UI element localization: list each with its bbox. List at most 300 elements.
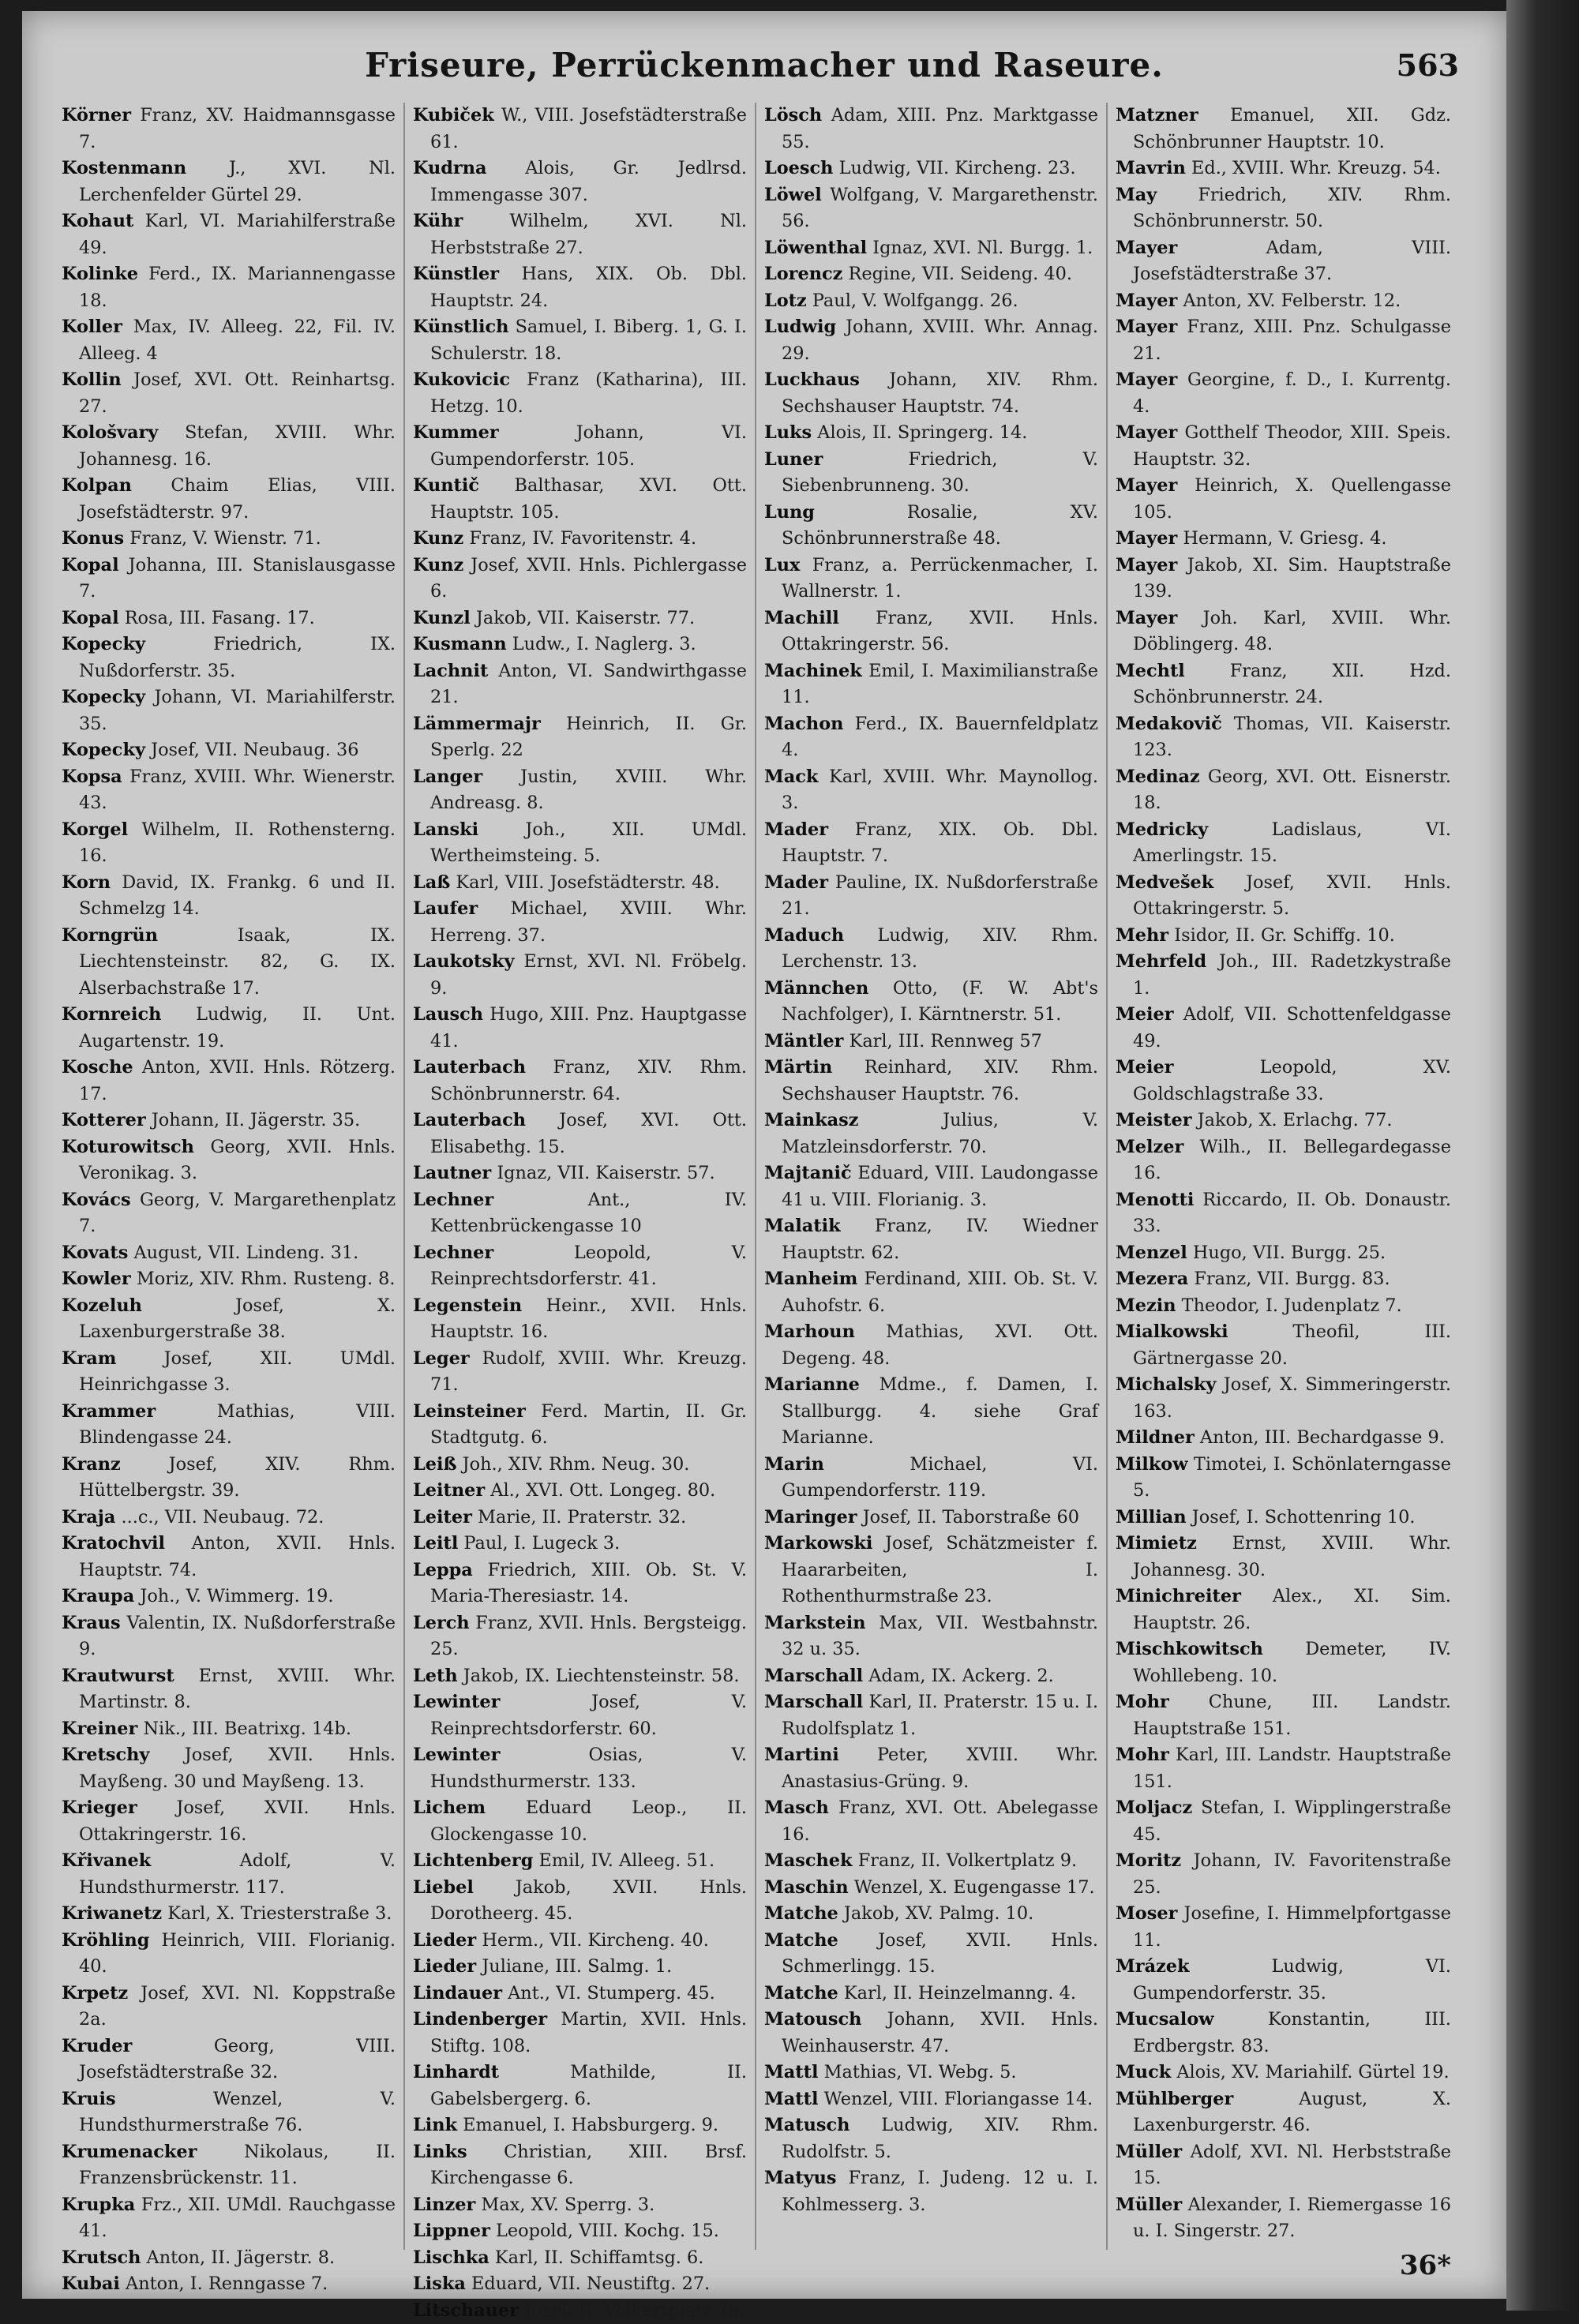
- directory-entry: [1116, 817, 1451, 870]
- directory-entry: [1116, 235, 1451, 288]
- directory-entry: [1116, 658, 1451, 711]
- directory-entry: [62, 553, 396, 605]
- directory-entry: [413, 2271, 747, 2298]
- entry-details: Joh. Karl, XVIII. Whr. Döblingerg. 48.: [1133, 608, 1451, 655]
- directory-entry: [764, 314, 1098, 367]
- entry-details: Franz, XIX. Ob. Dbl. Hauptstr. 7.: [782, 819, 1098, 867]
- entry-details: Peter, XVIII. Whr. Anastasius-Grüng. 9.: [782, 1745, 1098, 1792]
- entry-details: Ferd. Martin, II. Gr. Stadtgutg. 6.: [430, 1401, 747, 1449]
- entry-surname: Kopal: [62, 608, 119, 628]
- directory-entry: [413, 420, 747, 473]
- directory-entry: [1116, 1689, 1451, 1742]
- entry-details: Riccardo, II. Ob. Donaustr. 33.: [1133, 1190, 1451, 1237]
- entry-details: Johann, VI. Mariahilferstr. 35.: [79, 687, 396, 734]
- directory-entry: [62, 1848, 396, 1901]
- entry-details: Heinrich, X. Quellengasse 105.: [1133, 475, 1451, 523]
- entry-surname: Křivanek: [62, 1850, 151, 1871]
- directory-entry: [764, 1875, 1098, 1902]
- directory-entry: [413, 2192, 747, 2219]
- entry-details: Johann, VI. Gumpendorferstr. 105.: [430, 422, 747, 470]
- entry-details: Joh., III. Radetzkystraße 1.: [1133, 951, 1451, 999]
- directory-entry: [764, 1901, 1098, 1928]
- entry-surname: Kranz: [62, 1454, 121, 1475]
- directory-entry: [1116, 156, 1451, 182]
- entry-surname: Lieder: [413, 1930, 476, 1951]
- directory-entry: [764, 1610, 1098, 1663]
- entry-surname: Luner: [764, 449, 823, 470]
- entry-surname: Kubai: [62, 2273, 120, 2294]
- directory-entry: [764, 420, 1098, 447]
- entry-details: Juliane, III. Salmg. 1.: [482, 1956, 672, 1977]
- directory-entry: [413, 1981, 747, 2007]
- directory-entry: [62, 1002, 396, 1055]
- entry-details: Ludwig, XIV. Rhm. Rudolfstr. 5.: [782, 2115, 1098, 2162]
- directory-entry: [62, 1187, 396, 1240]
- entry-details: Ferd., IX. Mariannengasse 18.: [79, 264, 396, 311]
- entry-surname: Mayer: [1116, 555, 1177, 575]
- entry-details: Johann, IV. Favoritenstraße 25.: [1133, 1850, 1451, 1898]
- directory-entry: [413, 473, 747, 526]
- entry-details: Rudolf, XVIII. Whr. Kreuzg. 71.: [430, 1348, 747, 1396]
- directory-entry: [413, 1610, 747, 1663]
- entry-surname: Medvešek: [1116, 872, 1213, 893]
- directory-entry: [1116, 288, 1451, 315]
- entry-details: Anton, XVII. Hnls. Rötzerg. 17.: [79, 1057, 396, 1104]
- directory-entry: [1116, 1266, 1451, 1293]
- entry-details: Ludwig, XIV. Rhm. Lerchenstr. 13.: [782, 925, 1098, 973]
- entry-details: Heinr., XVII. Hnls. Hauptstr. 16.: [430, 1295, 747, 1343]
- entry-surname: Lewinter: [413, 1745, 500, 1765]
- directory-entry: [413, 1663, 747, 1690]
- entry-details: Jakob, XI. Sim. Hauptstraße 139.: [1133, 555, 1451, 602]
- entry-details: Wolfgang, V. Margarethenstr. 56.: [782, 185, 1098, 232]
- entry-details: Leopold, VIII. Kochg. 15.: [496, 2221, 719, 2241]
- entry-details: Franz, IV. Wiedner Hauptstr. 62.: [782, 1216, 1098, 1263]
- entry-surname: Luckhaus: [764, 369, 860, 390]
- directory-entry: [62, 1928, 396, 1981]
- directory-entry: [1116, 1848, 1451, 1901]
- entry-surname: Leth: [413, 1666, 458, 1686]
- directory-entry: [413, 1478, 747, 1505]
- running-title: Friseure, Perrückenmacher und Raseure.: [22, 46, 1506, 84]
- entry-surname: Mayer: [1116, 528, 1177, 549]
- directory-entry: [62, 367, 396, 420]
- directory-entry: [1116, 2060, 1451, 2086]
- entry-surname: Muck: [1116, 2062, 1171, 2082]
- entry-surname: Krieger: [62, 1797, 137, 1818]
- entry-surname: Leppa: [413, 1560, 473, 1580]
- entry-surname: Kostenmann: [62, 158, 186, 178]
- entry-details: Timotei, I. Schönlaterngasse 5.: [1133, 1454, 1451, 1501]
- directory-columns: [54, 103, 1459, 2250]
- entry-surname: Mader: [764, 819, 828, 840]
- directory-entry: [1116, 923, 1451, 950]
- directory-entry: [764, 2086, 1098, 2113]
- entry-details: Ferdinand, XIII. Ob. St. V. Auhofstr. 6.: [782, 1269, 1098, 1316]
- signature-mark: 36*: [1400, 2250, 1451, 2281]
- entry-surname: Korgel: [62, 819, 128, 840]
- directory-entry: [62, 473, 396, 526]
- entry-surname: Langer: [413, 767, 482, 787]
- entry-details: Georg, VIII. Josefstädterstraße 32.: [79, 2036, 396, 2083]
- entry-details: Josef, XIV. Rhm. Hüttelbergstr. 39.: [79, 1454, 396, 1501]
- entry-surname: Männchen: [764, 978, 868, 999]
- entry-surname: Kunzl: [413, 608, 471, 628]
- entry-surname: Mayer: [1116, 238, 1177, 258]
- entry-surname: Kosche: [62, 1057, 133, 1078]
- entry-surname: Mattl: [764, 2089, 818, 2109]
- directory-entry: [62, 1901, 396, 1928]
- entry-details: Franz (Katharina), III. Hetzg. 10.: [430, 369, 747, 417]
- directory-entry: [413, 1346, 747, 1399]
- directory-entry: [413, 1689, 747, 1742]
- entry-surname: Märtin: [764, 1057, 832, 1078]
- entry-surname: Linzer: [413, 2195, 475, 2215]
- entry-surname: Marhoun: [764, 1321, 855, 1342]
- entry-surname: Lautner: [413, 1163, 491, 1183]
- directory-entry: [413, 103, 747, 156]
- entry-surname: Mischkowitsch: [1116, 1639, 1263, 1659]
- entry-surname: Machinek: [764, 661, 862, 681]
- directory-entry: [62, 684, 396, 737]
- entry-surname: Meier: [1116, 1057, 1174, 1078]
- entry-surname: Korngrün: [62, 925, 158, 946]
- entry-surname: Kraja: [62, 1507, 115, 1527]
- entry-surname: Korn: [62, 872, 111, 893]
- entry-details: Josef, XVI. Nl. Koppstraße 2a.: [79, 1983, 396, 2030]
- entry-details: Georg, XVII. Hnls. Veronikag. 3.: [79, 1137, 396, 1184]
- entry-surname: Mildner: [1116, 1427, 1195, 1448]
- entry-surname: Lechner: [413, 1243, 493, 1263]
- directory-entry: [413, 1875, 747, 1928]
- entry-surname: Müller: [1116, 2142, 1182, 2162]
- entry-details: Karl, X. Triesterstraße 3.: [167, 1903, 392, 1924]
- entry-surname: Menotti: [1116, 1190, 1194, 1210]
- entry-details: Friedrich, IX. Nußdorferstr. 35.: [79, 634, 396, 681]
- entry-details: Christian, XIII. Brsf. Kirchengasse 6.: [430, 2142, 747, 2189]
- entry-surname: Kozeluh: [62, 1295, 142, 1316]
- entry-surname: Mühlberger: [1116, 2089, 1233, 2109]
- entry-surname: Kubiček: [413, 105, 494, 126]
- entry-surname: Künstlich: [413, 317, 508, 337]
- directory-entry: [413, 553, 747, 605]
- entry-details: Josef, XII. UMdl. Heinrichgasse 3.: [79, 1348, 396, 1396]
- directory-entry: [1116, 1954, 1451, 2007]
- entry-details: Joh., XII. UMdl. Wertheimsteing. 5.: [430, 819, 747, 867]
- entry-surname: Lieder: [413, 1956, 476, 1977]
- entry-details: Ernst, XVIII. Whr. Martinstr. 8.: [79, 1666, 396, 1713]
- directory-entry: [764, 553, 1098, 605]
- directory-entry: [764, 1160, 1098, 1213]
- entry-surname: Kukovicic: [413, 369, 510, 390]
- entry-details: Justin, XVIII. Whr. Andreasg. 8.: [430, 767, 747, 814]
- directory-entry: [764, 1505, 1098, 1531]
- entry-surname: Lechner: [413, 1190, 493, 1210]
- entry-surname: Marschall: [764, 1666, 863, 1686]
- directory-entry: [764, 1848, 1098, 1875]
- entry-details: Josef, XVII. Hnls. Pichlergasse 6.: [430, 555, 747, 602]
- directory-entry: [413, 1795, 747, 1848]
- entry-details: Adolf, V. Hundsthurmerstr. 117.: [79, 1850, 396, 1898]
- directory-entry: [62, 1981, 396, 2034]
- entry-surname: Matzner: [1116, 105, 1198, 126]
- directory-entry: [413, 1742, 747, 1795]
- entry-details: Emil, IV. Alleeg. 51.: [539, 1850, 715, 1871]
- entry-details: Stefan, XVIII. Whr. Johannesg. 16.: [79, 422, 396, 470]
- directory-entry: [413, 156, 747, 208]
- entry-surname: Mucsalow: [1116, 2009, 1214, 2030]
- entry-surname: Matche: [764, 1983, 838, 2004]
- directory-entry: [413, 632, 747, 658]
- entry-surname: Kunz: [413, 555, 463, 575]
- entry-details: Emanuel, XII. Gdz. Schönbrunner Hauptstr. 10.: [1133, 105, 1451, 152]
- entry-details: Jakob, VII. Kaiserstr. 77.: [476, 608, 695, 628]
- directory-entry: [62, 1505, 396, 1531]
- directory-entry: [413, 711, 747, 764]
- directory-entry: [62, 2034, 396, 2086]
- directory-entry: [764, 2060, 1098, 2086]
- entry-surname: Kornreich: [62, 1004, 161, 1025]
- directory-entry: [1116, 367, 1451, 420]
- entry-surname: Kruis: [62, 2089, 116, 2109]
- entry-surname: Kummer: [413, 422, 499, 443]
- entry-details: Eduard Leop., II. Glockengasse 10.: [430, 1797, 747, 1845]
- entry-details: Josef, I. Schottenring 10.: [1192, 1507, 1416, 1527]
- page-header: [22, 46, 1506, 101]
- directory-entry: [1116, 1372, 1451, 1425]
- directory-entry: [413, 1187, 747, 1240]
- directory-entry: [413, 1293, 747, 1346]
- directory-entry: [413, 367, 747, 420]
- entry-details: August, VII. Lindeng. 31.: [134, 1243, 359, 1263]
- directory-entry: [413, 1160, 747, 1187]
- entry-details: Jakob, IX. Liechtensteinstr. 58.: [463, 1666, 740, 1686]
- entry-surname: Majtanič: [764, 1163, 852, 1183]
- entry-surname: Kreiner: [62, 1719, 137, 1739]
- entry-surname: Mimietz: [1116, 1533, 1197, 1554]
- entry-details: Paul, I. Lugeck 3.: [463, 1533, 620, 1554]
- entry-surname: Marschall: [764, 1692, 863, 1712]
- entry-details: Mathias, XVI. Ott. Degeng. 48.: [782, 1321, 1098, 1369]
- directory-entry: [62, 737, 396, 764]
- entry-surname: Lauterbach: [413, 1110, 526, 1130]
- column-4: [1108, 103, 1459, 2250]
- entry-details: Georg, XVI. Ott. Eisnerstr. 18.: [1133, 767, 1451, 814]
- directory-entry: [62, 526, 396, 553]
- directory-entry: [1116, 605, 1451, 658]
- entry-surname: Maringer: [764, 1507, 857, 1527]
- entry-details: Adolf, XVI. Nl. Herbststraße 15.: [1133, 2142, 1451, 2189]
- entry-surname: Ludwig: [764, 317, 836, 337]
- entry-details: Ernst, XVIII. Whr. Johannesg. 30.: [1133, 1533, 1451, 1580]
- directory-entry: [764, 2165, 1098, 2218]
- entry-details: Adam, XIII. Pnz. Marktgasse 55.: [782, 105, 1098, 152]
- directory-entry: [1116, 1055, 1451, 1108]
- entry-details: Wenzel, V. Hundsthurmerstraße 76.: [79, 2089, 396, 2136]
- entry-details: Jakob, XV. Palmg. 10.: [844, 1903, 1033, 1924]
- entry-surname: Masch: [764, 1797, 829, 1818]
- entry-details: Ignaz, VII. Kaiserstr. 57.: [497, 1163, 714, 1183]
- entry-details: Franz, XV. Haidmannsgasse 7.: [79, 105, 396, 152]
- entry-details: Hans, XIX. Ob. Dbl. Hauptstr. 24.: [430, 264, 747, 311]
- directory-entry: [62, 1055, 396, 1108]
- entry-surname: Marin: [764, 1454, 824, 1475]
- entry-details: Gotthelf Theodor, XIII. Speis. Hauptstr. 32.: [1133, 422, 1451, 470]
- entry-surname: Kopecky: [62, 740, 145, 760]
- directory-entry: [1116, 2192, 1451, 2245]
- entry-surname: Kopecky: [62, 634, 145, 654]
- directory-entry: [62, 103, 396, 156]
- entry-surname: Michalsky: [1116, 1374, 1216, 1395]
- directory-entry: [764, 764, 1098, 817]
- directory-entry: [62, 1452, 396, 1505]
- entry-details: Josef, V. Reinprechtsdorferstr. 60.: [430, 1692, 747, 1739]
- entry-surname: Lausch: [413, 1004, 483, 1025]
- directory-entry: [413, 2007, 747, 2060]
- directory-entry: [413, 1399, 747, 1452]
- entry-details: Emanuel, I. Habsburgerg. 9.: [463, 2115, 718, 2135]
- entry-details: Rosalie, XV. Schönbrunnerstraße 48.: [782, 502, 1098, 549]
- entry-details: Josef, XVII. Hnls. Mayßeng. 30 und Mayßeng. 13.: [79, 1745, 396, 1792]
- directory-entry: [1116, 2086, 1451, 2139]
- entry-surname: Link: [413, 2115, 457, 2135]
- entry-surname: Maduch: [764, 925, 844, 946]
- directory-entry: [62, 420, 396, 473]
- entry-details: Reinhard, XIV. Rhm. Sechshauser Hauptstr. 76.: [782, 1057, 1098, 1104]
- entry-details: Friedrich, XIV. Rhm. Schönbrunnerstr. 50.: [1133, 185, 1451, 232]
- entry-surname: Leitl: [413, 1533, 458, 1554]
- directory-entry: [764, 1531, 1098, 1610]
- directory-entry: [62, 632, 396, 684]
- directory-entry: [764, 2007, 1098, 2060]
- entry-details: Herm., VII. Kircheng. 40.: [482, 1930, 709, 1951]
- directory-entry: [764, 1055, 1098, 1108]
- entry-details: Wilh., II. Bellegardegasse 16.: [1133, 1137, 1451, 1184]
- entry-details: Karl, XVIII. Whr. Maynollog. 3.: [782, 767, 1098, 814]
- directory-entry: [62, 1610, 396, 1663]
- directory-entry: [1116, 1505, 1451, 1531]
- entry-surname: Mavrin: [1116, 158, 1186, 178]
- entry-surname: Lux: [764, 555, 800, 575]
- directory-entry: [62, 261, 396, 314]
- entry-surname: Mayer: [1116, 290, 1177, 311]
- directory-entry: [62, 1531, 396, 1584]
- directory-entry: [764, 1928, 1098, 1981]
- entry-details: Josef, II. Taborstraße 60: [863, 1507, 1079, 1527]
- entry-surname: Kunz: [413, 528, 463, 549]
- entry-surname: Moritz: [1116, 1850, 1181, 1871]
- entry-details: Valentin, IX. Nußdorferstraße 9.: [79, 1613, 396, 1660]
- entry-surname: Mrázek: [1116, 1956, 1190, 1977]
- entry-details: Johann, II. Jägerstr. 35.: [152, 1110, 360, 1130]
- directory-entry: [1116, 473, 1451, 526]
- entry-surname: Kühr: [413, 211, 463, 231]
- entry-surname: Löwel: [764, 185, 822, 205]
- entry-details: Johanna, III. Stanislausgasse 7.: [79, 555, 396, 602]
- directory-entry: [413, 261, 747, 314]
- directory-entry: [62, 870, 396, 923]
- entry-details: Johann, XVII. Hnls. Weinhauserstr. 47.: [782, 2009, 1098, 2056]
- entry-details: Josef, Schätzmeister f. Haararbeiten, I. Rothenthurmstraße 23.: [782, 1533, 1098, 1606]
- entry-surname: Kriwanetz: [62, 1903, 162, 1924]
- entry-details: Martin, XVII. Hnls. Stiftg. 108.: [430, 2009, 747, 2056]
- entry-details: Heinrich, II. Gr. Sperlg. 22: [430, 714, 747, 761]
- entry-surname: Kovats: [62, 1243, 128, 1263]
- entry-details: J., XVI. Nl. Lerchenfelder Gürtel 29.: [79, 158, 396, 205]
- directory-entry: [1116, 1293, 1451, 1320]
- entry-surname: Matyus: [764, 2168, 837, 2188]
- directory-entry: [764, 235, 1098, 262]
- entry-details: Regine, VII. Seideng. 40.: [848, 264, 1072, 284]
- entry-surname: Kröhling: [62, 1930, 149, 1951]
- entry-surname: Lichem: [413, 1797, 486, 1818]
- directory-entry: [1116, 1531, 1451, 1584]
- entry-surname: Krautwurst: [62, 1666, 174, 1686]
- entry-details: Franz, XVI. Ott. Abelegasse 16.: [782, 1797, 1098, 1845]
- directory-entry: [1116, 1108, 1451, 1134]
- entry-surname: Krammer: [62, 1401, 156, 1422]
- entry-surname: Millian: [1116, 1507, 1187, 1527]
- entry-surname: Menzel: [1116, 1243, 1187, 1263]
- entry-surname: Marianne: [764, 1374, 860, 1395]
- entry-details: Mathias, VIII. Blindengasse 24.: [79, 1401, 396, 1449]
- directory-entry: [1116, 1584, 1451, 1636]
- entry-surname: Malatik: [764, 1216, 841, 1236]
- directory-entry: [1116, 1319, 1451, 1372]
- entry-surname: Mäntler: [764, 1031, 843, 1051]
- entry-details: Jakob, X. Erlachg. 77.: [1198, 1110, 1393, 1130]
- entry-surname: Mayer: [1116, 317, 1177, 337]
- entry-surname: Medinaz: [1116, 767, 1200, 787]
- directory-entry: [62, 1346, 396, 1399]
- entry-details: Josefine, I. Himmelpfortgasse 11.: [1133, 1903, 1451, 1951]
- entry-details: Ladislaus, VI. Amerlingstr. 15.: [1133, 819, 1451, 867]
- directory-entry: [62, 314, 396, 367]
- entry-surname: Mayer: [1116, 422, 1177, 443]
- entry-surname: Müller: [1116, 2195, 1182, 2215]
- entry-surname: Kološvary: [62, 422, 158, 443]
- directory-entry: [1116, 1901, 1451, 1954]
- entry-details: Anton, XVII. Hnls. Hauptstr. 74.: [79, 1533, 396, 1580]
- entry-surname: Lung: [764, 502, 815, 523]
- entry-surname: Medricky: [1116, 819, 1208, 840]
- entry-surname: Kopecky: [62, 687, 145, 707]
- entry-details: Josef, XVI. Ott. Reinhartsg. 27.: [79, 369, 396, 417]
- page-number: 563: [1397, 47, 1459, 83]
- directory-entry: [1116, 420, 1451, 473]
- directory-entry: [764, 447, 1098, 500]
- entry-surname: Moser: [1116, 1903, 1177, 1924]
- entry-details: Franz, XIII. Pnz. Schulgasse 21.: [1133, 317, 1451, 364]
- directory-entry: [1116, 711, 1451, 764]
- directory-entry: [1116, 1452, 1451, 1505]
- entry-surname: Kretschy: [62, 1745, 149, 1765]
- entry-surname: Lewinter: [413, 1692, 500, 1712]
- directory-entry: [764, 156, 1098, 182]
- directory-entry: [1116, 949, 1451, 1002]
- entry-details: Theodor, I. Judenplatz 7.: [1182, 1295, 1402, 1316]
- directory-entry: [413, 817, 747, 870]
- entry-details: Michael, VI. Gumpendorferstr. 119.: [782, 1454, 1098, 1501]
- entry-details: Ant., VI. Stumperg. 45.: [508, 1983, 715, 2004]
- entry-surname: Matche: [764, 1930, 838, 1951]
- directory-entry: [62, 2192, 396, 2245]
- entry-details: Balthasar, XVI. Ott. Hauptstr. 105.: [430, 475, 747, 523]
- entry-details: Josef, XVI. Ott. Elisabethg. 15.: [430, 1110, 747, 1157]
- entry-details: Franz, I. Judeng. 12 u. I. Kohlmesserg. 3.: [782, 2168, 1098, 2215]
- entry-details: Osias, V. Hundsthurmerstr. 133.: [430, 1745, 747, 1792]
- directory-entry: [764, 1319, 1098, 1372]
